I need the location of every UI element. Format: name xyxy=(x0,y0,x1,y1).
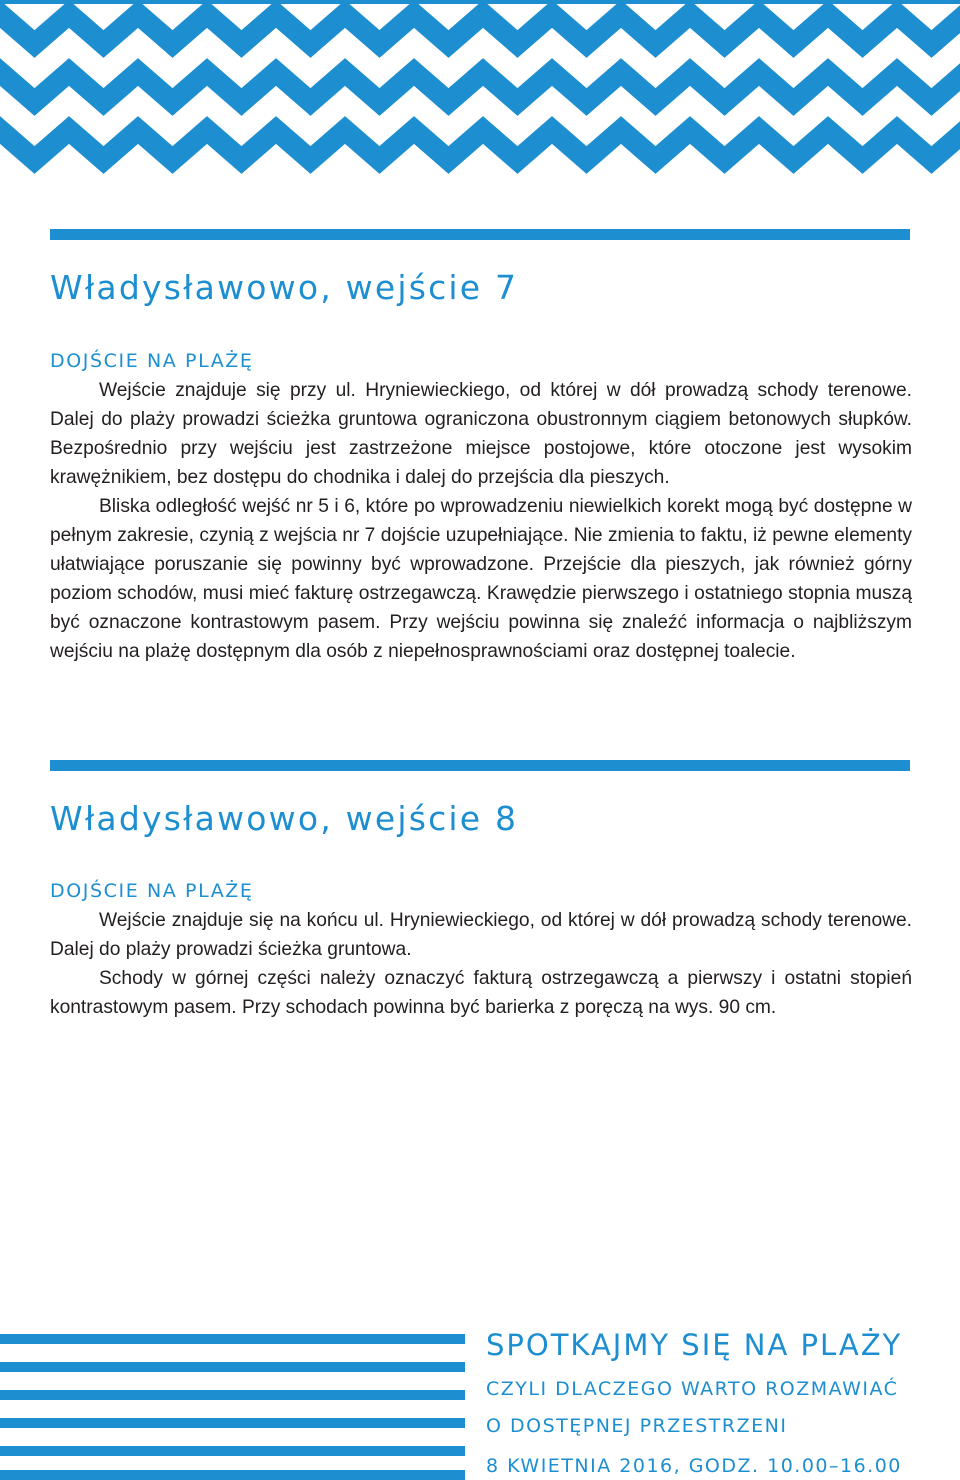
footer-stripe xyxy=(0,1334,465,1344)
section-divider xyxy=(50,760,910,771)
body-paragraph: Schody w górnej części należy oznaczyć fakturą ostrzegawczą a pierwszy i ostatni stopień kontrastowym pasem. Przy schodach powinna być barierka z poręczą na wys. 90 cm. xyxy=(50,968,912,1018)
footer-stripe xyxy=(0,1470,465,1480)
zigzag-top-edge xyxy=(0,0,960,4)
section-subtitle: DOJŚCIE NA PLAŻĘ xyxy=(50,880,254,902)
body-paragraph: Wejście znajduje się przy ul. Hryniewieckiego, od której w dół prowadzą schody terenowe. Dalej do plaży prowadzi ścieżka gruntowa ograniczona obustronnym ciągiem betonowych słupków. Bezpośrednio przy wejściu jest zastrzeżone miejsce postojowe, które otoczone jest wysokim krawężnikiem, bez dostępu do chodnika i dalej do przejścia dla pieszych. xyxy=(50,380,912,488)
footer-stripe xyxy=(0,1362,465,1372)
section-subtitle: DOJŚCIE NA PLAŻĘ xyxy=(50,350,254,372)
zigzag-header-pattern xyxy=(0,0,960,175)
footer-title: SPOTKAJMY SIĘ NA PLAŻY xyxy=(486,1328,903,1362)
section-divider xyxy=(50,229,910,240)
footer-subtitle-line: CZYLI DLACZEGO WARTO ROZMAWIAĆ xyxy=(486,1378,899,1400)
section-title: Władysławowo, wejście 7 xyxy=(50,268,519,307)
footer-stripe xyxy=(0,1418,465,1428)
section-body xyxy=(50,906,912,1022)
body-paragraph: Bliska odległość wejść nr 5 i 6, które po wprowadzeniu niewielkich korekt mogą być dostępne w pełnym zakresie, czynią z wejścia nr 7 dojście uzupełniające. Nie zmienia to faktu, iż pewne elementy ułatwiające poruszanie się powinny być wprowadzone. Przejście dla pieszych, jak również górny poziom schodów, musi mieć fakturę ostrzegawczą. Krawędzie pierwszego i ostatniego stopnia muszą być oznaczone kontrastowym pasem. Przy wejściu powinna się znaleźć informacja o najbliższym wejściu na plażę dostępnym dla osób z niepełnosprawnościami oraz dostępnej toalecie. xyxy=(50,496,912,662)
footer-subtitle-line: O DOSTĘPNEJ PRZESTRZENI xyxy=(486,1415,788,1437)
footer-stripe xyxy=(0,1390,465,1400)
section-title: Władysławowo, wejście 8 xyxy=(50,799,519,838)
footer-stripe xyxy=(0,1446,465,1456)
body-paragraph: Wejście znajduje się na końcu ul. Hryniewieckiego, od której w dół prowadzą schody terenowe. Dalej do plaży prowadzi ścieżka gruntowa. xyxy=(50,910,912,960)
section-body xyxy=(50,376,912,666)
footer-event-date: 8 KWIETNIA 2016, GODZ. 10.00–16.00 xyxy=(486,1455,902,1477)
